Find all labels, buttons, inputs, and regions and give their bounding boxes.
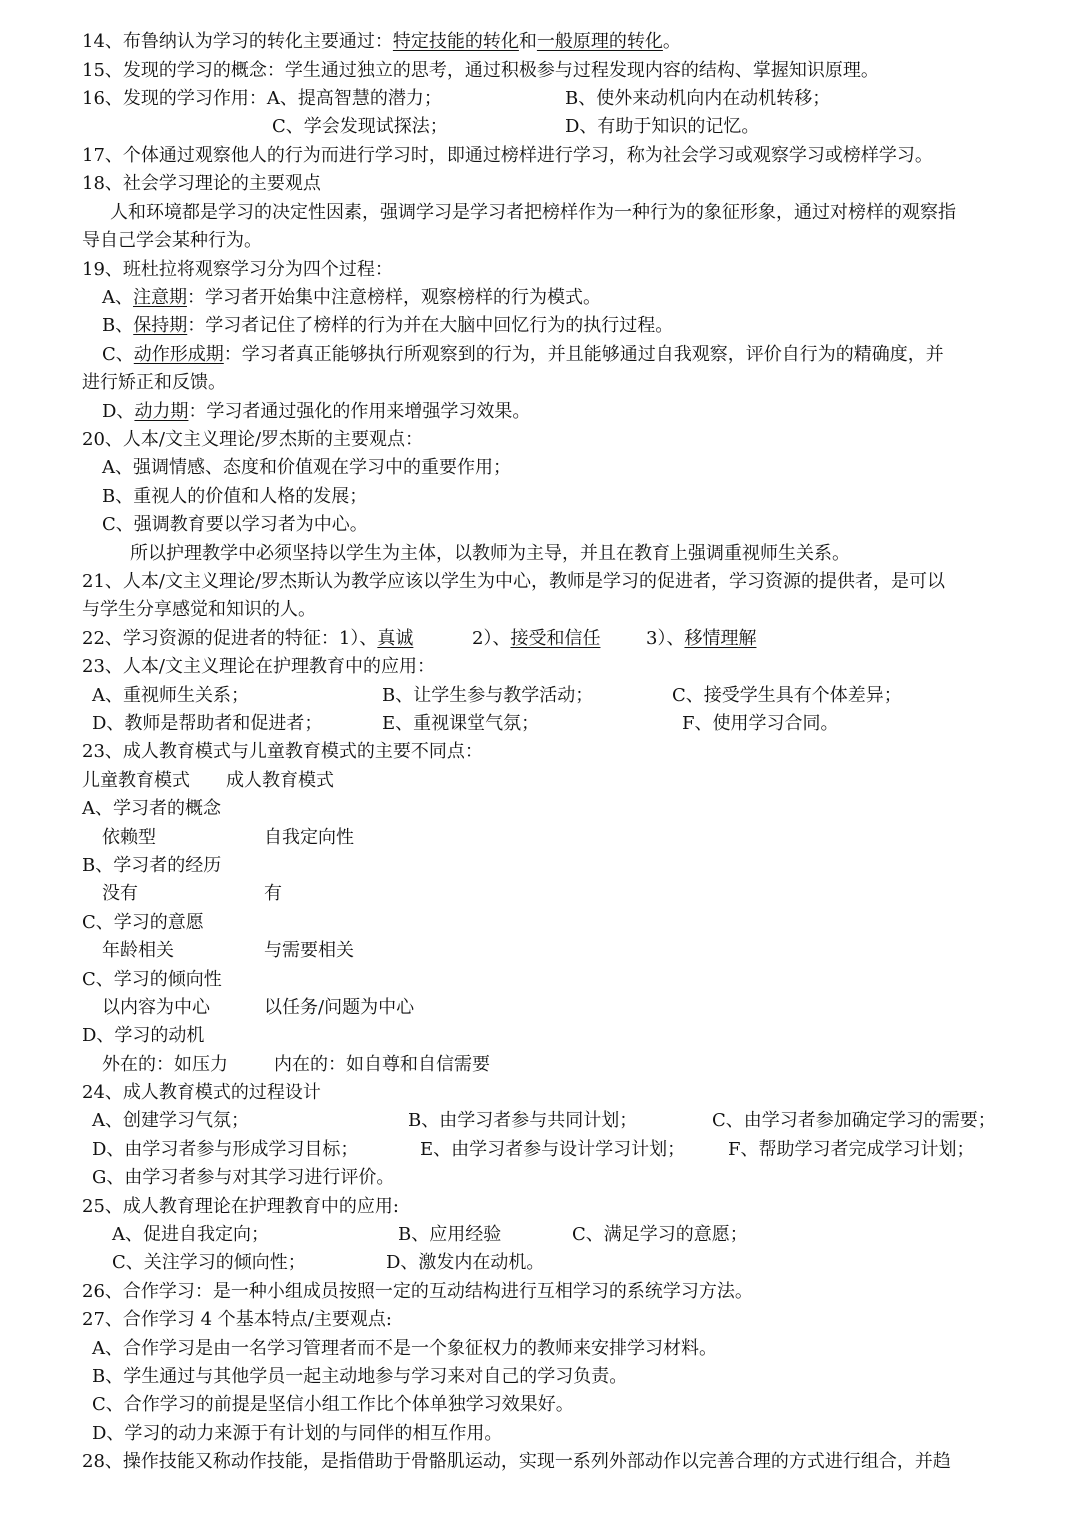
item-18-body-2 (0, 227, 1080, 255)
item-19-b-term: 保持期 (133, 315, 188, 336)
item-24-row-3 (0, 1164, 1080, 1192)
item-24-d: D、由学习者参与形成学习目标； (92, 1139, 359, 1160)
item-19-d-term: 动力期 (134, 401, 189, 422)
item-26-text: 26、合作学习：是一种小组成员按照一定的互动结构进行互相学习的系统学习方法。 (82, 1281, 753, 1302)
item-21 (0, 568, 1080, 596)
item-16 (0, 85, 1080, 113)
compare-c2-adult: 以任务/问题为中心 (264, 997, 415, 1018)
compare-c-label: C、学习的意愿 (82, 912, 204, 933)
item-24-c: C、由学习者参加确定学习的需要； (712, 1110, 996, 1131)
item-27-a (0, 1335, 1080, 1363)
item-19-d-text: ：学习者通过强化的作用来增强学习效果。 (188, 401, 531, 422)
item-19-d (0, 398, 1080, 426)
compare-b-label: B、学习者的经历 (82, 855, 222, 876)
item-24-g: G、由学习者参与对其学习进行评价。 (92, 1167, 395, 1188)
compare-b-values (0, 880, 1080, 908)
compare-a-child: 依赖型 (102, 827, 156, 848)
item-15-text: 15、发现的学习的概念：学生通过独立的思考，通过积极参与过程发现内容的结构、掌握知识原理。 (82, 60, 879, 81)
item-19-a-text: ：学习者开始集中注意榜样，观察榜样的行为模式。 (187, 287, 601, 308)
item-23-f: F、使用学习合同。 (682, 713, 839, 734)
item-25-row-2 (0, 1249, 1080, 1277)
item-27-c (0, 1391, 1080, 1419)
compare-d-values (0, 1051, 1080, 1079)
item-24-e: E、由学习者参与设计学习计划； (420, 1139, 686, 1160)
item-19-c-cont (0, 369, 1080, 397)
item-28 (0, 1448, 1080, 1476)
compare-d-child: 外在的：如压力 (102, 1054, 228, 1075)
item-14-text: 14、布鲁纳认为学习的转化主要通过： (82, 31, 393, 52)
compare-a-label: A、学习者的概念 (82, 798, 221, 819)
compare-d (0, 1022, 1080, 1050)
compare-c-adult: 与需要相关 (264, 940, 354, 961)
item-24-row-2 (0, 1136, 1080, 1164)
compare-c2 (0, 966, 1080, 994)
item-18-body-1 (0, 199, 1080, 227)
item-19-c-text: ：学习者真正能够执行所观察到的行为，并且能够通过自我观察，评价自行为的精确度，并 (223, 344, 944, 365)
header-adult-model: 成人教育模式 (226, 770, 334, 791)
item-20-b (0, 483, 1080, 511)
item-15 (0, 57, 1080, 85)
item-16-a: 16、发现的学习作用：A、提高智慧的潜力； (82, 88, 442, 109)
header-child-model: 儿童教育模式 (82, 770, 190, 791)
item-25 (0, 1193, 1080, 1221)
item-25-c: C、满足学习的意愿； (572, 1224, 748, 1245)
compare-b-adult: 有 (264, 883, 282, 904)
item-27-a-text: A、合作学习是由一名学习管理者而不是一个象征权力的教师来安排学习材料。 (92, 1338, 717, 1359)
item-18-text-1: 人和环境都是学习的决定性因素，强调学习是学习者把榜样作为一种行为的象征形象，通过对榜样的观察指 (110, 202, 956, 223)
item-14 (0, 28, 1080, 56)
item-26 (0, 1278, 1080, 1306)
item-19 (0, 256, 1080, 284)
item-14-end: 。 (662, 31, 681, 52)
item-17-text: 17、个体通过观察他人的行为而进行学习时，即通过榜样进行学习，称为社会学习或观察学习或榜样学习。 (82, 145, 933, 166)
compare-c2-child: 以内容为中心 (102, 997, 210, 1018)
item-28-text: 28、操作技能又称动作技能，是指借助于骨骼肌运动，实现一系列外部动作以完善合理的方式进行组合，并趋 (82, 1451, 951, 1472)
item-20-c (0, 511, 1080, 539)
item-23-e: E、重视课堂气氛； (382, 713, 540, 734)
item-21-text-1: 21、人本/文主义理论/罗杰斯认为教学应该以学生为中心，教师是学习的促进者，学习资源的提供者，是可以 (82, 571, 946, 592)
item-21-cont (0, 596, 1080, 624)
item-16-row2 (0, 113, 1080, 141)
item-27-c-text: C、合作学习的前提是坚信小组工作比个体单独学习效果好。 (92, 1394, 574, 1415)
item-20-c-text: C、强调教育要以学习者为中心。 (102, 514, 368, 535)
item-22-label: 22、学习资源的促进者的特征：1）、 (82, 628, 378, 649)
item-23-row-1 (0, 682, 1080, 710)
compare-header (0, 767, 1080, 795)
item-20-a-text: A、强调情感、态度和价值观在学习中的重要作用； (102, 457, 511, 478)
item-24-f: F、帮助学习者完成学习计划； (728, 1139, 975, 1160)
compare-d-adult: 内在的：如自尊和自信需要 (274, 1054, 490, 1075)
compare-c (0, 909, 1080, 937)
item-18-title: 18、社会学习理论的主要观点 (82, 173, 321, 194)
item-19-a-label: A、 (102, 287, 133, 308)
item-16-c: C、学会发现试探法； (272, 116, 448, 137)
compare-a-values (0, 824, 1080, 852)
item-16-b: B、使外来动机向内在动机转移； (565, 88, 831, 109)
compare-c-child: 年龄相关 (102, 940, 174, 961)
item-25-title: 25、成人教育理论在护理教育中的应用: (82, 1196, 399, 1217)
compare-c2-values (0, 994, 1080, 1022)
item-20-note-text: 所以护理教学中必须坚持以学生为主体，以教师为主导，并且在教育上强调重视师生关系。 (130, 543, 850, 564)
item-27 (0, 1306, 1080, 1334)
item-19-title: 19、班杜拉将观察学习分为四个过程： (82, 259, 393, 280)
compare-c-values (0, 937, 1080, 965)
item-20-a (0, 454, 1080, 482)
item-20-note (0, 540, 1080, 568)
item-27-d-text: D、学习的动力来源于有计划的与同伴的相互作用。 (92, 1423, 503, 1444)
item-19-c-term: 动作形成期 (133, 344, 224, 365)
item-19-b-label: B、 (102, 315, 134, 336)
item-27-title: 27、合作学习 4 个基本特点/主要观点: (82, 1309, 392, 1330)
item-14-term-2: 一般原理的转化 (536, 31, 663, 52)
item-19-c (0, 341, 1080, 369)
item-14-term-1: 特定技能的转化 (392, 31, 519, 52)
item-21-text-2: 与学生分享感觉和知识的人。 (82, 599, 316, 620)
compare-c2-label: C、学习的倾向性 (82, 969, 222, 990)
item-19-a-term: 注意期 (133, 287, 187, 308)
item-23b (0, 738, 1080, 766)
item-20-title: 20、人本/文主义理论/罗杰斯的主要观点： (82, 429, 424, 450)
item-18 (0, 170, 1080, 198)
item-23-d: D、教师是帮助者和促进者； (92, 713, 323, 734)
item-19-b-text: ：学习者记住了榜样的行为并在大脑中回忆行为的执行过程。 (187, 315, 674, 336)
item-16-d: D、有助于知识的记忆。 (565, 116, 760, 137)
item-20 (0, 426, 1080, 454)
item-19-a (0, 284, 1080, 312)
item-23b-title: 23、成人教育模式与儿童教育模式的主要不同点： (82, 741, 483, 762)
item-24-title: 24、成人教育模式的过程设计 (82, 1082, 321, 1103)
compare-a (0, 795, 1080, 823)
item-14-and: 和 (518, 31, 537, 52)
item-23-title: 23、人本/文主义理论在护理教育中的应用： (82, 656, 435, 677)
compare-a-adult: 自我定向性 (264, 827, 354, 848)
item-27-b-text: B、学生通过与其他学员一起主动地参与学习来对自己的学习负责。 (92, 1366, 628, 1387)
item-22-term-1: 真诚 (377, 628, 414, 649)
item-25-c2: C、关注学习的倾向性； (112, 1252, 306, 1273)
item-23-a: A、重视师生关系； (92, 685, 249, 706)
item-19-b (0, 312, 1080, 340)
item-24-b: B、由学习者参与共同计划； (408, 1110, 638, 1131)
item-19-c-text-2: 进行矫正和反馈。 (82, 372, 226, 393)
item-25-a: A、促进自我定向； (112, 1224, 269, 1245)
item-23-row-2 (0, 710, 1080, 738)
item-27-b (0, 1363, 1080, 1391)
item-25-row-1 (0, 1221, 1080, 1249)
item-22-term-2: 接受和信任 (510, 628, 601, 649)
item-19-d-label: D、 (102, 401, 135, 422)
item-23 (0, 653, 1080, 681)
item-22-term-3: 移情理解 (684, 628, 757, 649)
item-24-a: A、创建学习气氛； (92, 1110, 249, 1131)
item-22-num-2: 2）、 (472, 628, 511, 649)
item-23-b: B、让学生参与教学活动； (382, 685, 594, 706)
item-20-b-text: B、重视人的价值和人格的发展； (102, 486, 368, 507)
item-19-c-label: C、 (102, 344, 134, 365)
compare-b-child: 没有 (102, 883, 138, 904)
item-17 (0, 142, 1080, 170)
item-23-c: C、接受学生具有个体差异； (672, 685, 902, 706)
item-25-b: B、应用经验 (398, 1224, 502, 1245)
item-22-num-3: 3）、 (646, 628, 685, 649)
item-24 (0, 1079, 1080, 1107)
item-22 (0, 625, 1080, 653)
item-24-row-1 (0, 1107, 1080, 1135)
item-27-d (0, 1420, 1080, 1448)
compare-d-label: D、学习的动机 (82, 1025, 205, 1046)
item-25-d: D、激发内在动机。 (386, 1252, 545, 1273)
item-18-text-2: 导自己学会某种行为。 (82, 230, 262, 251)
compare-b (0, 852, 1080, 880)
